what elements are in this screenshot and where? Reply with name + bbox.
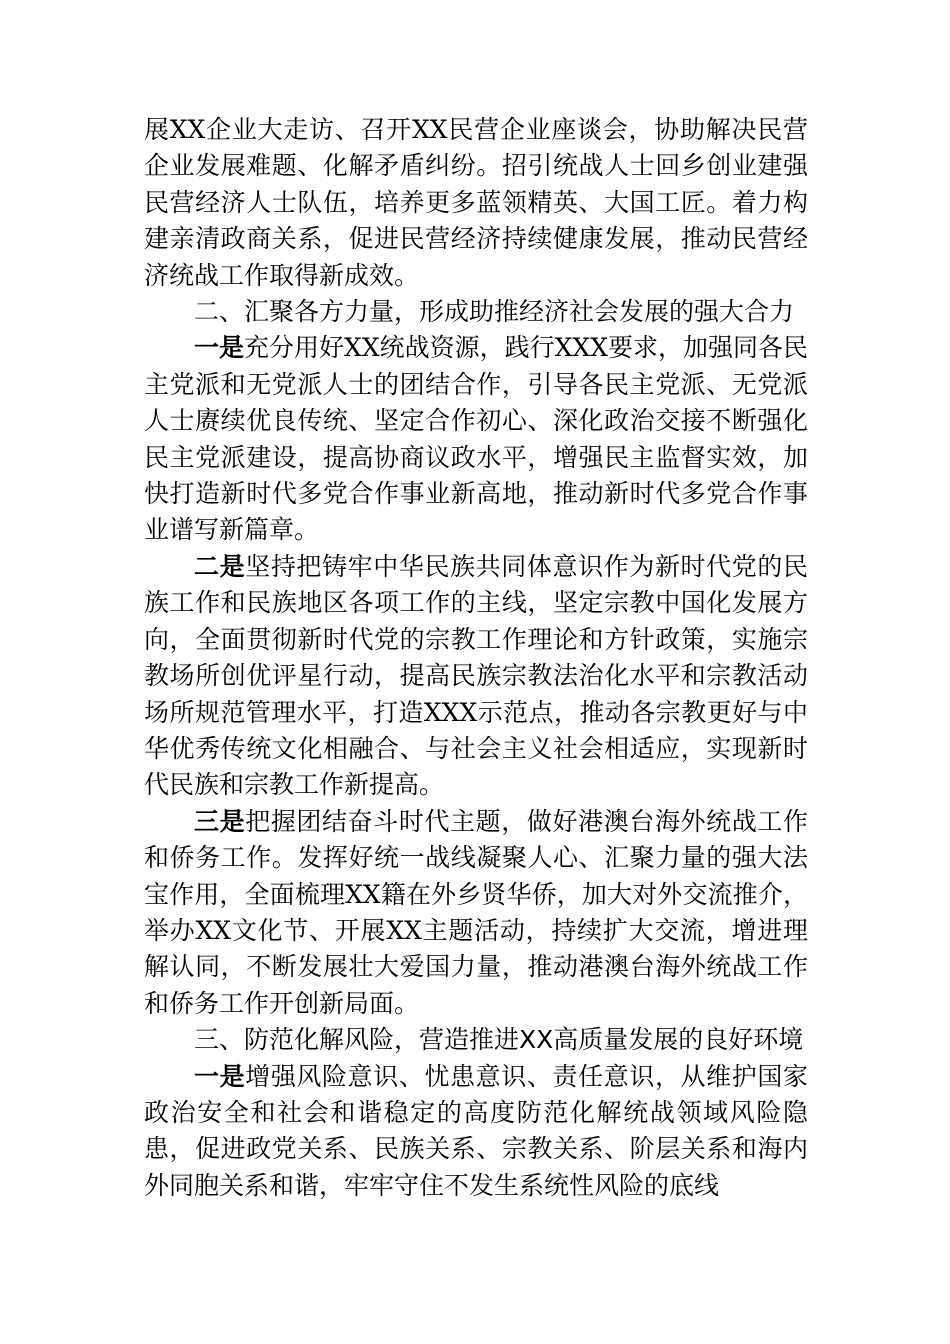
- paragraph-continuation: [144, 112, 808, 294]
- paragraph-text: 坚持把铸牢中华民族共同体意识作为新时代党的民族工作和民族地区各项工作的主线，坚定宗教中国化发展方向，全面贯彻新时代党的宗教工作理论和方针政策，实施宗教场所创优评星行动，提高民族宗教法治化水平和宗教活动场所规范管理水平，打造XXX示范点，推动各宗教更好与中华优秀传统文化相融合、与社会主义社会相适应，实现新时代民族和宗教工作新提高。: [144, 551, 808, 800]
- point-lead: 三是: [194, 806, 246, 836]
- section-heading-3: [144, 1022, 808, 1058]
- heading-text: 三、防范化解风险，营造推进XX高质量发展的良好环境: [194, 1025, 804, 1055]
- point-lead: 一是: [194, 1061, 246, 1091]
- paragraph-text: 增强风险意识、忧患意识、责任意识，从维护国家政治安全和社会和谐稳定的高度防范化解统战领域风险隐患，促进政党关系、民族关系、宗教关系、阶层关系和海内外同胞关系和谐，牢牢守住不发生系统性风险的底线: [144, 1061, 808, 1200]
- paragraph-text: 展XX企业大走访、召开XX民营企业座谈会，协助解决民营企业发展难题、化解矛盾纠纷。招引统战人士回乡创业建强民营经济人士队伍，培养更多蓝领精英、大国工匠。着力构建亲清政商关系，促进民营经济持续健康发展，推动民营经济统战工作取得新成效。: [144, 115, 808, 290]
- point-lead: 二是: [194, 551, 246, 581]
- point-paragraph: [144, 549, 808, 804]
- point-lead: 一是: [194, 333, 245, 363]
- paragraph-text: 把握团结奋斗时代主题，做好港澳台海外统战工作和侨务工作。发挥好统一战线凝聚人心、汇聚力量的强大法宝作用，全面梳理XX籍在外乡贤华侨，加大对外交流推介，举办XX文化节、开展XX主题活动，持续扩大交流，增进理解认同，不断发展壮大爱国力量，推动港澳台海外统战工作和侨务工作开创新局面。: [144, 806, 808, 1018]
- point-paragraph: [144, 804, 808, 1022]
- section-heading-2: [144, 294, 808, 330]
- document-body: [144, 112, 808, 1204]
- heading-text: 二、汇聚各方力量，形成助推经济社会发展的强大合力: [194, 297, 795, 327]
- point-paragraph: [144, 1059, 808, 1205]
- point-paragraph: [144, 330, 808, 548]
- paragraph-text: 充分用好XX统战资源，践行XXX要求，加强同各民主党派和无党派人士的团结合作，引导各民主党派、无党派人士赓续优良传统、坚定合作初心、深化政治交接不断强化民主党派建设，提高协商议政水平，增强民主监督实效，加快打造新时代多党合作事业新高地，推动新时代多党合作事业谱写新篇章。: [144, 333, 809, 545]
